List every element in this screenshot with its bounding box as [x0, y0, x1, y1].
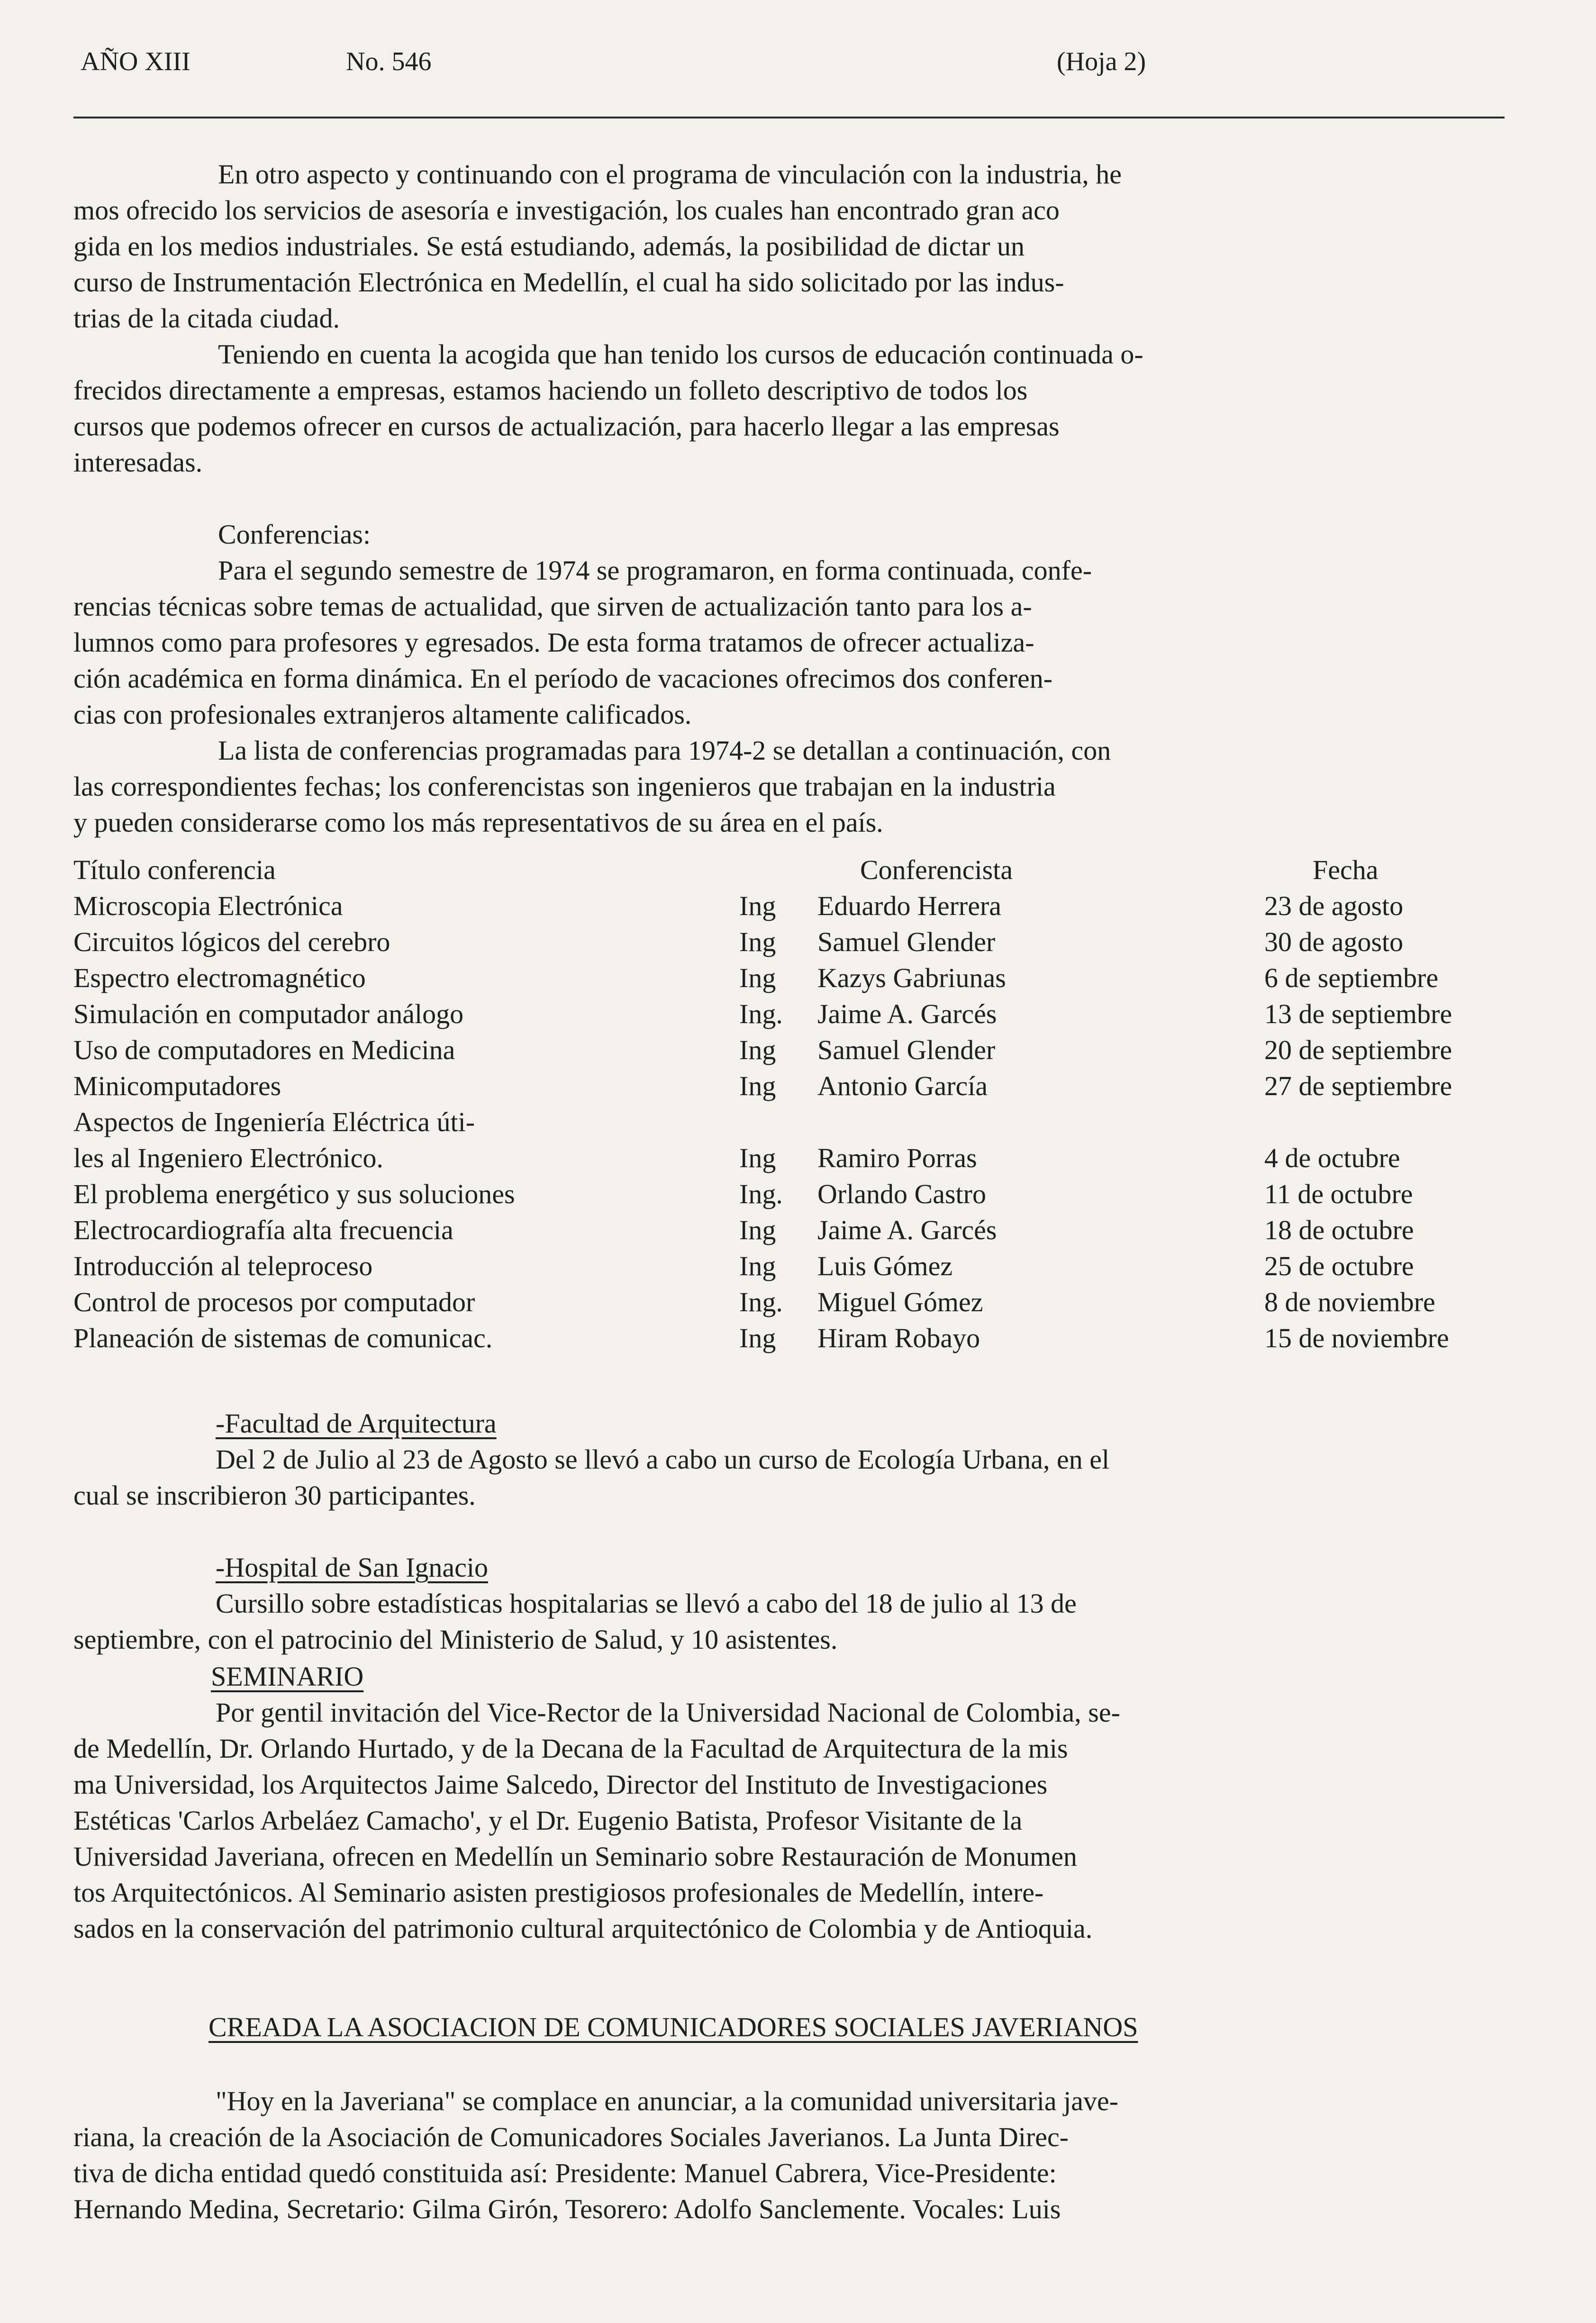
text-line: En otro aspecto y continuando con el programa de vinculación con la industria, he [218, 159, 1122, 190]
conference-date: 4 de octubre [1264, 1143, 1400, 1173]
conference-title: El problema energético y sus soluciones [73, 1179, 515, 1209]
architecture-heading: -Facultad de Arquitectura [216, 1408, 497, 1439]
conference-date: 11 de octubre [1264, 1179, 1413, 1209]
text-line: ción académica en forma dinámica. En el período de vacaciones ofrecimos dos conferen- [73, 663, 1053, 694]
conference-speaker: Orlando Castro [817, 1179, 986, 1209]
conference-speaker: Luis Gómez [817, 1251, 953, 1281]
conference-title: Minicomputadores [73, 1071, 281, 1101]
conference-date: 23 de agosto [1264, 890, 1404, 921]
text-line: Hernando Medina, Secretario: Gilma Girón, Tesorero: Adolfo Sanclemente. Vocales: Luis [73, 2194, 1061, 2224]
conference-speaker-prefix: Ing [739, 962, 776, 993]
header-number: No. 546 [346, 47, 432, 76]
conference-date: 30 de agosto [1264, 926, 1404, 957]
text-line: Por gentil invitación del Vice-Rector de la Universidad Nacional de Colombia, se- [216, 1697, 1120, 1728]
text-line: cias con profesionales extranjeros altamente calificados. [73, 699, 692, 730]
text-line: trias de la citada ciudad. [73, 303, 340, 334]
conference-date: 18 de octubre [1264, 1215, 1414, 1245]
text-line: Estéticas 'Carlos Arbeláez Camacho', y el Dr. Eugenio Batista, Profesor Visitante de la [73, 1805, 1023, 1836]
text-line: Del 2 de Julio al 23 de Agosto se llevó a cabo un curso de Ecología Urbana, en el [216, 1444, 1110, 1475]
conference-date: 15 de noviembre [1264, 1323, 1449, 1353]
conference-speaker-prefix: Ing [739, 1251, 776, 1281]
text-line: septiembre, con el patrocinio del Ministerio de Salud, y 10 asistentes. [73, 1624, 838, 1655]
conferences-heading: Conferencias: [218, 519, 371, 550]
text-line: y pueden considerarse como los más representativos de su área en el país. [73, 807, 883, 838]
text-line: riana, la creación de la Asociación de Comunicadores Sociales Javerianos. La Junta Direc- [73, 2122, 1069, 2152]
conference-speaker-prefix: Ing [739, 1215, 776, 1245]
conference-speaker-prefix: Ing. [739, 998, 783, 1029]
conference-speaker: Miguel Gómez [817, 1287, 983, 1317]
page-header [81, 46, 1502, 84]
text-line: Para el segundo semestre de 1974 se programaron, en forma continuada, confe- [218, 555, 1092, 586]
conference-title: Introducción al teleproceso [73, 1251, 373, 1281]
hospital-heading: -Hospital de San Ignacio [216, 1552, 489, 1583]
conference-speaker-prefix: Ing [739, 1143, 776, 1173]
conference-title: Espectro electromagnético [73, 962, 366, 993]
conference-title: Aspectos de Ingeniería Eléctrica úti- [73, 1107, 475, 1137]
text-line: Teniendo en cuenta la acogida que han tenido los cursos de educación continuada o- [218, 339, 1143, 370]
conference-speaker: Hiram Robayo [817, 1323, 980, 1353]
conference-title: Simulación en computador análogo [73, 998, 464, 1029]
conference-speaker: Kazys Gabriunas [817, 962, 1006, 993]
header-sheet: (Hoja 2) [1057, 47, 1146, 76]
text-line: las correspondientes fechas; los conferencistas son ingenieros que trabajan en la industria [73, 771, 1056, 802]
text-line: mos ofrecido los servicios de asesoría e investigación, los cuales han encontrado gran aco [73, 195, 1060, 226]
conference-title: les al Ingeniero Electrónico. [73, 1143, 383, 1173]
conference-date: 20 de septiembre [1264, 1034, 1452, 1065]
conference-speaker-prefix: Ing [739, 926, 776, 957]
text-line: Cursillo sobre estadísticas hospitalarias se llevó a cabo del 18 de julio al 13 de [216, 1588, 1077, 1619]
text-line: tos Arquitectónicos. Al Seminario asisten prestigiosos profesionales de Medellín, intere- [73, 1877, 1044, 1908]
conference-title: Electrocardiografía alta frecuencia [73, 1215, 453, 1245]
conference-speaker: Samuel Glender [817, 926, 996, 957]
text-line: tiva de dicha entidad quedó constituida así: Presidente: Manuel Cabrera, Vice-Presidente: [73, 2158, 1057, 2188]
conference-speaker-prefix: Ing. [739, 1179, 783, 1209]
conference-date: 13 de septiembre [1264, 998, 1452, 1029]
conference-title: Control de procesos por computador [73, 1287, 475, 1317]
text-line: La lista de conferencias programadas para 1974-2 se detallan a continuación, con [218, 735, 1111, 766]
conference-date: 27 de septiembre [1264, 1071, 1452, 1101]
text-line: ma Universidad, los Arquitectos Jaime Salcedo, Director del Instituto de Investigaciones [73, 1769, 1048, 1800]
conference-speaker: Jaime A. Garcés [817, 998, 997, 1029]
text-line: Universidad Javeriana, ofrecen en Medellín un Seminario sobre Restauración de Monumen [73, 1841, 1077, 1872]
association-heading: CREADA LA ASOCIACION DE COMUNICADORES SOCIALES JAVERIANOS [209, 2012, 1138, 2042]
conference-speaker: Samuel Glender [817, 1034, 996, 1065]
column-header-date: Fecha [1313, 854, 1378, 885]
header-rule [73, 117, 1505, 118]
seminar-heading: SEMINARIO [211, 1661, 364, 1692]
conference-speaker: Antonio García [817, 1071, 988, 1101]
conference-speaker-prefix: Ing [739, 1323, 776, 1353]
conference-title: Planeación de sistemas de comunicac. [73, 1323, 493, 1353]
text-line: interesadas. [73, 447, 203, 478]
text-line: de Medellín, Dr. Orlando Hurtado, y de la Decana de la Facultad de Arquitectura de la mis [73, 1733, 1068, 1764]
conference-speaker-prefix: Ing. [739, 1287, 783, 1317]
conference-speaker: Jaime A. Garcés [817, 1215, 997, 1245]
conference-speaker-prefix: Ing [739, 1071, 776, 1101]
conference-speaker-prefix: Ing [739, 1034, 776, 1065]
conference-title: Uso de computadores en Medicina [73, 1034, 455, 1065]
conference-date: 6 de septiembre [1264, 962, 1439, 993]
conference-date: 25 de octubre [1264, 1251, 1414, 1281]
text-line: gida en los medios industriales. Se está estudiando, además, la posibilidad de dictar un [73, 231, 1025, 262]
conference-title: Microscopia Electrónica [73, 890, 343, 921]
column-header-title: Título conferencia [73, 854, 276, 885]
conference-title: Circuitos lógicos del cerebro [73, 926, 390, 957]
text-line: lumnos como para profesores y egresados. De esta forma tratamos de ofrecer actualiza- [73, 627, 1034, 658]
conference-date: 8 de noviembre [1264, 1287, 1435, 1317]
column-header-speaker: Conferencista [860, 854, 1013, 885]
text-line: "Hoy en la Javeriana" se complace en anunciar, a la comunidad universitaria jave- [216, 2086, 1119, 2116]
text-line: curso de Instrumentación Electrónica en Medellín, el cual ha sido solicitado por las indus- [73, 267, 1064, 298]
conference-speaker: Ramiro Porras [817, 1143, 977, 1173]
conference-speaker-prefix: Ing [739, 890, 776, 921]
text-line: cual se inscribieron 30 participantes. [73, 1480, 476, 1511]
header-year: AÑO XIII [81, 47, 190, 76]
text-line: cursos que podemos ofrecer en cursos de actualización, para hacerlo llegar a las empresas [73, 411, 1060, 442]
text-line: frecidos directamente a empresas, estamos haciendo un folleto descriptivo de todos los [73, 375, 1028, 406]
conference-speaker: Eduardo Herrera [817, 890, 1002, 921]
text-line: sados en la conservación del patrimonio cultural arquitectónico de Colombia y de Antioquia. [73, 1913, 1093, 1944]
text-line: rencias técnicas sobre temas de actualidad, que sirven de actualización tanto para los a- [73, 591, 1032, 622]
